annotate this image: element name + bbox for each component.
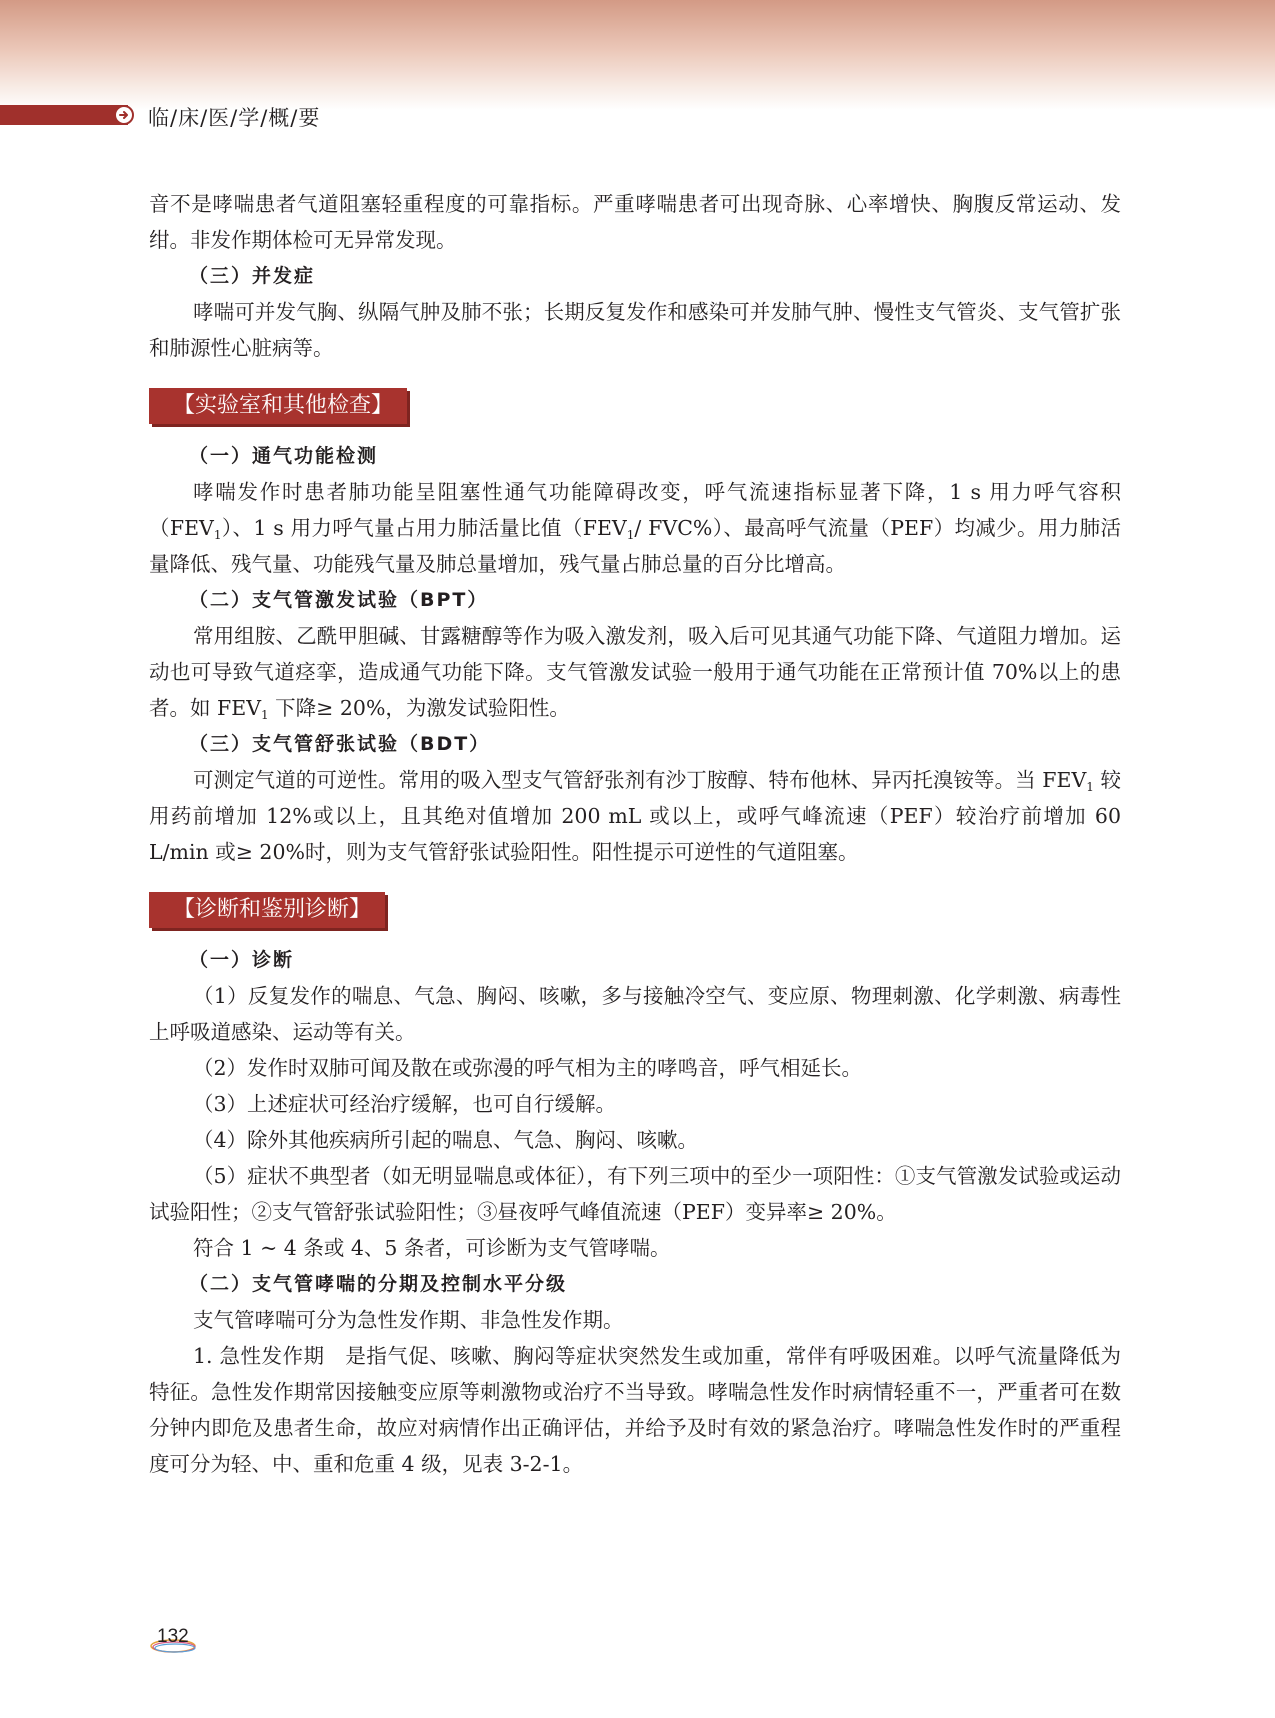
book-title: 临/床/医/学/概/要 bbox=[148, 106, 321, 130]
subsection-heading: （一）通气功能检测 bbox=[189, 445, 379, 467]
paragraph: 符合 1 ~ 4 条或 4、5 条者，可诊断为支气管哮喘。 bbox=[193, 1236, 671, 1260]
subsection-heading: （三）并发症 bbox=[189, 265, 316, 287]
page-number: 132 bbox=[149, 1626, 209, 1656]
header-color-bar bbox=[0, 105, 128, 125]
paragraph: 可测定气道的可逆性。常用的吸入型支气管舒张剂有沙丁胺醇、特布他林、异丙托溴铵等。当 $FEV_1$ 较用药前增加 12%或以上，且其绝对值增加 200 mL 或以上，或呼气峰流速（PEF）较治疗前增加 60 L/min 或≥ 20%时，则为支气管舒张试验阳性。阳性提示可逆性的气道阻塞。 bbox=[149, 768, 1121, 864]
list-item: （5）症状不典型者（如无明显喘息或体征），有下列三项中的至少一项阳性：①支气管激发试验或运动试验阳性；②支气管舒张试验阳性；③昼夜呼气峰值流速（PEF）变异率≥ 20%。 bbox=[149, 1164, 1121, 1224]
paragraph: 常用组胺、乙酰甲胆碱、甘露糖醇等作为吸入激发剂，吸入后可见其通气功能下降、气道阻力增加。运动也可导致气道痉挛，造成通气功能下降。支气管激发试验一般用于通气功能在正常预计值 70%以上的患者。如 $FEV_1$ 下降≥ 20%，为激发试验阳性。 bbox=[149, 624, 1121, 722]
paragraph: 支气管哮喘可分为急性发作期、非急性发作期。 bbox=[193, 1308, 624, 1332]
subsection-heading: （一）诊断 bbox=[189, 949, 295, 971]
list-item: （3）上述症状可经治疗缓解，也可自行缓解。 bbox=[193, 1092, 617, 1116]
paragraph: 哮喘发作时患者肺功能呈阻塞性通气功能障碍改变，呼气流速指标显著下降，1 s 用力呼气容积$(FEV_1)$、1 s 用力呼气量占用力肺活量比值（$FEV_1/$ FVC%）、最高呼气流量（PEF）均减少。用力肺活量降低、残气量、功能残气量及肺总量增加，残气量占肺总量的百分比增高。 bbox=[149, 480, 1121, 576]
arrow-right-circle-icon bbox=[114, 105, 134, 125]
paragraph: 1. 急性发作期 是指气促、咳嗽、胸闷等症状突然发生或加重，常伴有呼吸困难。以呼气流量降低为特征。急性发作期常因接触变应原等刺激物或治疗不当导致。哮喘急性发作时病情轻重不一，严重者可在数分钟内即危及患者生命，故应对病情作出正确评估，并给予及时有效的紧急治疗。哮喘急性发作时的严重程度可分为轻、中、重和危重 4 级，见表 3-2-1。 bbox=[149, 1344, 1121, 1476]
header-gradient-band bbox=[0, 0, 1275, 110]
list-item: （2）发作时双肺可闻及散在或弥漫的呼气相为主的哮鸣音，呼气相延长。 bbox=[193, 1056, 863, 1080]
subsection-heading: （三）支气管舒张试验（BDT） bbox=[189, 733, 491, 755]
section-heading-diagnosis: 【诊断和鉴别诊断】 bbox=[149, 892, 385, 928]
page-content bbox=[149, 186, 1121, 1482]
subsection-heading: （二）支气管激发试验（BPT） bbox=[189, 589, 489, 611]
section-heading-lab: 【实验室和其他检查】 bbox=[149, 388, 407, 424]
list-item: （1）反复发作的喘息、气急、胸闷、咳嗽，多与接触冷空气、变应原、物理刺激、化学刺激、病毒性上呼吸道感染、运动等有关。 bbox=[149, 984, 1121, 1044]
list-item: （4）除外其他疾病所引起的喘息、气急、胸闷、咳嗽。 bbox=[193, 1128, 699, 1152]
subsection-heading: （二）支气管哮喘的分期及控制水平分级 bbox=[189, 1273, 568, 1295]
paragraph: 哮喘可并发气胸、纵隔气肿及肺不张；长期反复发作和感染可并发肺气肿、慢性支气管炎、支气管扩张和肺源性心脏病等。 bbox=[149, 300, 1121, 360]
paragraph: 音不是哮喘患者气道阻塞轻重程度的可靠指标。严重哮喘患者可出现奇脉、心率增快、胸腹反常运动、发绀。非发作期体检可无异常发现。 bbox=[149, 192, 1121, 252]
